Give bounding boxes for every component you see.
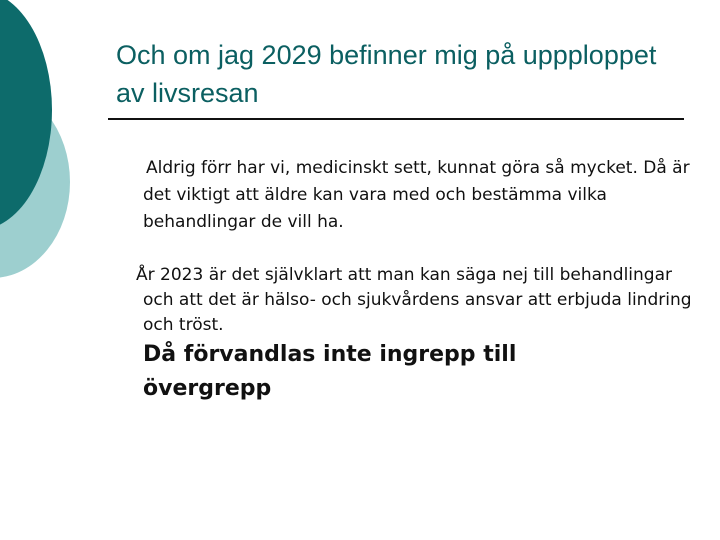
paragraph-right-to-refuse: År 2023 är det självklart att man kan säga nej till behandlingar och att det är hälso- och sjukvårdens ansvar att erbjuda lindring och tröst.: [136, 265, 692, 335]
corner-decoration: [0, 0, 80, 290]
paragraph-medical-choices: Aldrig förr har vi, medicinskt sett, kunnat göra så mycket. Då är det viktigt att äldre kan vara med och bestämma vilka behandlingar de vill ha.: [143, 158, 690, 232]
slide-title: Och om jag 2029 befinner mig på uppploppet av livsresan: [116, 40, 657, 108]
title-divider: [108, 118, 684, 120]
emphasis-statement: Då förvandlas inte ingrepp till övergrepp: [143, 342, 517, 401]
